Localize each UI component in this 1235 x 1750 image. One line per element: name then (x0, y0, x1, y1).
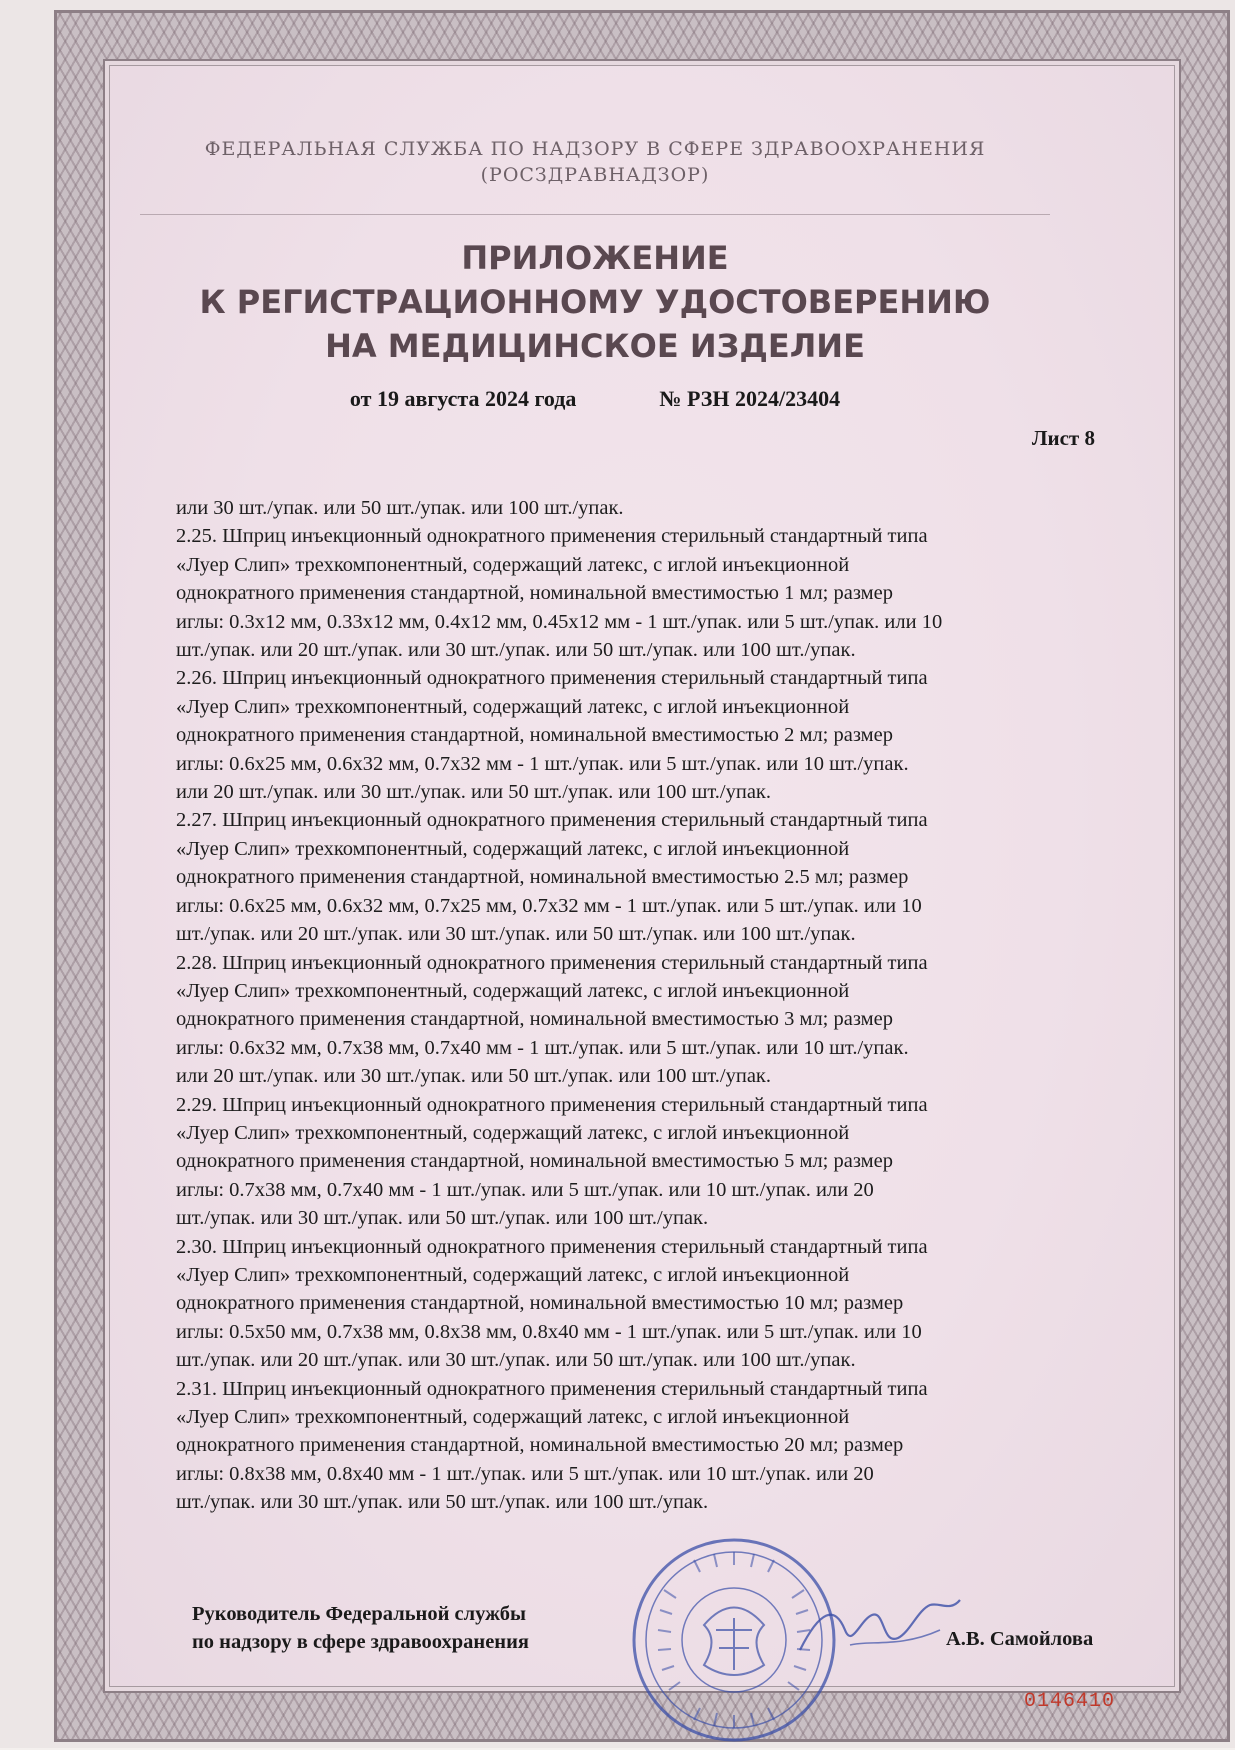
body-line: шт./упак. или 20 шт./упак. или 30 шт./упак. или 50 шт./упак. или 100 шт./упак. (176, 1349, 856, 1372)
body-line: однократного применения стандартной, номинальной вместимостью 10 мл; размер (176, 1292, 904, 1315)
body-line: «Луер Слип» трехкомпонентный, содержащий латекс, с иглой инъекционной (176, 1406, 850, 1428)
signer-title (192, 1600, 529, 1656)
registration-date: от 19 августа 2024 года (349, 386, 577, 411)
signer-name: А.В. Самойлова (946, 1628, 1094, 1650)
body-line: «Луер Слип» трехкомпонентный, содержащий латекс, с иглой инъекционной (176, 695, 850, 718)
body-line: 2.31. Шприц инъекционный однократного применения стерильный стандартный типа (176, 1377, 928, 1400)
body-line: «Луер Слип» трехкомпонентный, содержащий латекс, с иглой инъекционной (176, 979, 850, 1002)
body-line: или 30 шт./упак. или 50 шт./упак. или 100 шт./упак. (176, 497, 624, 519)
body-line: иглы: 0.6x32 мм, 0.7x38 мм, 0.7x40 мм - 1 шт./упак. или 5 шт./упак. или 10 шт./упак. (176, 1036, 909, 1059)
body-line: шт./упак. или 30 шт./упак. или 50 шт./упак. или 100 шт./упак. (176, 1491, 709, 1514)
signer-title-line-1: Руководитель Федеральной службы (192, 1603, 526, 1625)
body-line: 2.28. Шприц инъекционный однократного применения стерильный стандартный типа (176, 951, 928, 974)
registration-line (140, 386, 1050, 412)
body-line: иглы: 0.6x25 мм, 0.6x32 мм, 0.7x32 мм - 1 шт./упак. или 5 шт./упак. или 10 шт./упак. (176, 752, 909, 775)
body-line: или 20 шт./упак. или 30 шт./упак. или 50 шт./упак. или 100 шт./упак. (176, 781, 772, 804)
body-line: 2.27. Шприц инъекционный однократного применения стерильный стандартный типа (176, 809, 928, 832)
body-line: однократного применения стандартной, номинальной вместимостью 1 мл; размер (176, 582, 893, 605)
body-line: «Луер Слип» трехкомпонентный, содержащий латекс, с иглой инъекционной (176, 837, 850, 860)
body-line: «Луер Слип» трехкомпонентный, содержащий латекс, с иглой инъекционной (176, 1121, 850, 1144)
body-line: иглы: 0.8x38 мм, 0.8x40 мм - 1 шт./упак. или 5 шт./упак. или 10 шт./упак. или 20 (176, 1462, 874, 1485)
agency-name: ФЕДЕРАЛЬНАЯ СЛУЖБА ПО НАДЗОРУ В СФЕРЕ ЗДРАВООХРАНЕНИЯ (204, 138, 986, 160)
body-line: иглы: 0.3x12 мм, 0.33x12 мм, 0.4x12 мм, 0.45x12 мм - 1 шт./упак. или 5 шт./упак. или 10 (176, 610, 943, 633)
body-line: шт./упак. или 30 шт./упак. или 50 шт./упак. или 100 шт./упак. (176, 1207, 709, 1230)
sheet-number: Лист 8 (1031, 426, 1095, 450)
title-line-2: К РЕГИСТРАЦИОННОМУ УДОСТОВЕРЕНИЮ (199, 283, 991, 321)
body-line: однократного применения стандартной, номинальной вместимостью 20 мл; размер (176, 1434, 904, 1457)
header-divider (140, 214, 1050, 215)
handwritten-signature (790, 1590, 970, 1670)
body-line: 2.30. Шприц инъекционный однократного применения стерильный стандартный типа (176, 1235, 928, 1258)
body-line: «Луер Слип» трехкомпонентный, содержащий латекс, с иглой инъекционной (176, 553, 850, 576)
body-line: иглы: 0.6x25 мм, 0.6x32 мм, 0.7x25 мм, 0.7x32 мм - 1 шт./упак. или 5 шт./упак. или 10 (176, 894, 922, 917)
agency-abbreviation: (РОСЗДРАВНАДЗОР) (480, 164, 710, 186)
signer-title-line-2: по надзору в сфере здравоохранения (192, 1631, 530, 1653)
registration-number: № РЗН 2024/23404 (659, 386, 841, 411)
body-line: однократного применения стандартной, номинальной вместимостью 2 мл; размер (176, 724, 893, 747)
body-line: или 20 шт./упак. или 30 шт./упак. или 50 шт./упак. или 100 шт./упак. (176, 1065, 772, 1088)
body-line: «Луер Слип» трехкомпонентный, содержащий латекс, с иглой инъекционной (176, 1263, 850, 1286)
body-line: однократного применения стандартной, номинальной вместимостью 3 мл; размер (176, 1008, 893, 1031)
body-line: 2.29. Шприц инъекционный однократного применения стерильный стандартный типа (176, 1093, 928, 1116)
serial-number: 0146410 (1024, 1690, 1116, 1713)
body-line: 2.25. Шприц инъекционный однократного применения стерильный стандартный типа (176, 525, 928, 548)
body-line: 2.26. Шприц инъекционный однократного применения стерильный стандартный типа (176, 667, 928, 690)
document-body (176, 494, 1136, 1517)
body-line: иглы: 0.5x50 мм, 0.7x38 мм, 0.8x38 мм, 0.8x40 мм - 1 шт./упак. или 5 шт./упак. или 10 (176, 1320, 922, 1343)
body-line: шт./упак. или 20 шт./упак. или 30 шт./упак. или 50 шт./упак. или 100 шт./упак. (176, 639, 856, 662)
agency-header (140, 136, 1050, 188)
body-line: шт./упак. или 20 шт./упак. или 30 шт./упак. или 50 шт./упак. или 100 шт./упак. (176, 923, 856, 946)
body-line: однократного применения стандартной, номинальной вместимостью 2.5 мл; размер (176, 866, 909, 889)
title-line-3: НА МЕДИЦИНСКОЕ ИЗДЕЛИЕ (325, 327, 865, 365)
body-line: иглы: 0.7x38 мм, 0.7x40 мм - 1 шт./упак. или 5 шт./упак. или 10 шт./упак. или 20 (176, 1178, 874, 1201)
document-title (140, 236, 1050, 368)
title-line-1: ПРИЛОЖЕНИЕ (461, 239, 729, 277)
body-line: однократного применения стандартной, номинальной вместимостью 5 мл; размер (176, 1150, 893, 1173)
